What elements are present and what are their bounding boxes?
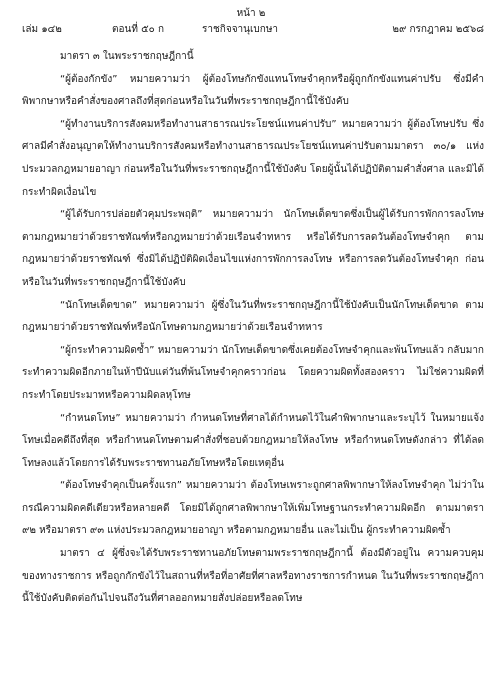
definition-detainee: “ผู้ต้องกักขัง” หมายความว่า ผู้ต้องโทษกักขังแทนโทษจำคุกหรือผู้ถูกกักขังแทนค่าปรับ ซึ่งมีคำพิพากษาหรือคำสั่งของศาลถึงที่สุดก่อนหรือในวันที่พระราชกฤษฎีกานี้ใช้บังคับ — [22, 73, 484, 108]
definition-community-service: “ผู้ทำงานบริการสังคมหรือทำงานสาธารณประโยชน์แทนค่าปรับ” หมายความว่า ผู้ต้องโทษปรับ ซึ่งศาลมีคำสั่งอนุญาตให้ทำงานบริการสังคมหรือทำงานสาธารณประโยชน์แทนค่าปรับตามมาตรา ๓๐/๑ แห่งประมวลกฎหมายอาญา ก่อนหรือในวันที่พระราชกฤษฎีกานี้ใช้บังคับ โดยผู้นั้นได้ปฏิบัติตามคำสั่งศาล และมิได้กระทำผิดเงื่อนไข — [22, 118, 484, 198]
volume-label: เล่ม ๑๔๒ — [22, 24, 62, 35]
issue-date: ๒๙ กรกฎาคม ๒๕๖๘ — [392, 24, 484, 35]
definition-repeat-offender: “ผู้กระทำความผิดซ้ำ” หมายความว่า นักโทษเด็ดขาดซึ่งเคยต้องโทษจำคุกและพ้นโทษแล้ว กลับมากระทำความผิดอีกภายในห้าปีนับแต่วันที่พ้นโทษจำคุกคราวก่อน โดยความผิดทั้งสองคราว ไม่ใช่ความผิดที่กระทำโดยประมาทหรือความผิดลหุโทษ — [22, 344, 484, 401]
definition-first-offense: “ต้องโทษจำคุกเป็นครั้งแรก” หมายความว่า ต้องโทษเพราะถูกศาลพิพากษาให้ลงโทษจำคุก ไม่ว่าในกรณีความผิดคดีเดียวหรือหลายคดี โดยมิได้ถูกศาลพิพากษาให้เพิ่มโทษฐานกระทำความผิดอีก ตามมาตรา ๙๒ หรือมาตรา ๙๓ แห่งประมวลกฎหมายอาญา หรือตามกฎหมายอื่น และไม่เป็น ผู้กระทำความผิดซ้ำ — [22, 480, 484, 537]
section-3-heading: มาตรา ๓ ในพระราชกฤษฎีกานี้ — [60, 51, 194, 62]
definition-sentence: “กำหนดโทษ” หมายความว่า กำหนดโทษที่ศาลได้กำหนดไว้ในคำพิพากษาและระบุไว้ ในหมายแจ้งโทษเมื่อคดีถึงที่สุด หรือกำหนดโทษตามคำสั่งที่ชอบด้วยกฎหมายให้ลงโทษ หรือกำหนดโทษดังกล่าว ที่ได้ลดโทษลงแล้วโดยการได้รับพระราชทานอภัยโทษหรือโดยเหตุอื่น — [22, 412, 484, 469]
part-label: ตอนที่ ๕๐ ก — [112, 24, 165, 35]
gazette-header — [22, 22, 484, 38]
definition-parolee: “ผู้ได้รับการปล่อยตัวคุมประพฤติ” หมายความว่า นักโทษเด็ดขาดซึ่งเป็นผู้ได้รับการพักการลงโทษ ตามกฎหมายว่าด้วยราชทัณฑ์หรือกฎหมายว่าด้วยเรือนจำทหาร หรือได้รับการลดวันต้องโทษจำคุก ตามกฎหมายว่าด้วยราชทัณฑ์ ซึ่งมิได้ปฏิบัติผิดเงื่อนไขแห่งการพักการลงโทษ หรือการลดวันต้องโทษจำคุก ก่อนหรือในวันที่พระราชกฤษฎีกานี้ใช้บังคับ — [22, 209, 484, 288]
definition-prisoner: “นักโทษเด็ดขาด” หมายความว่า ผู้ซึ่งในวันที่พระราชกฤษฎีกานี้ใช้บังคับเป็นนักโทษเด็ดขาด ตามกฎหมายว่าด้วยราชทัณฑ์หรือนักโทษตามกฎหมายว่าด้วยเรือนจำทหาร — [22, 299, 484, 334]
document-body — [22, 46, 484, 611]
gazette-title: ราชกิจจานุเบกษา — [202, 24, 279, 35]
section-4-paragraph: มาตรา ๔ ผู้ซึ่งจะได้รับพระราชทานอภัยโทษตามพระราชกฤษฎีกานี้ ต้องมีตัวอยู่ใน ความควบคุมของทางราชการ หรือถูกกักขังไว้ในสถานที่หรือที่อาศัยที่ศาลหรือทางราชการกำหนด ในวันที่พระราชกฤษฎีกานี้ใช้บังคับติดต่อกันไปจนถึงวันที่ศาลออกหมายสั่งปล่อยหรือลดโทษ — [22, 548, 484, 605]
page-number: หน้า ๒ — [236, 8, 266, 19]
